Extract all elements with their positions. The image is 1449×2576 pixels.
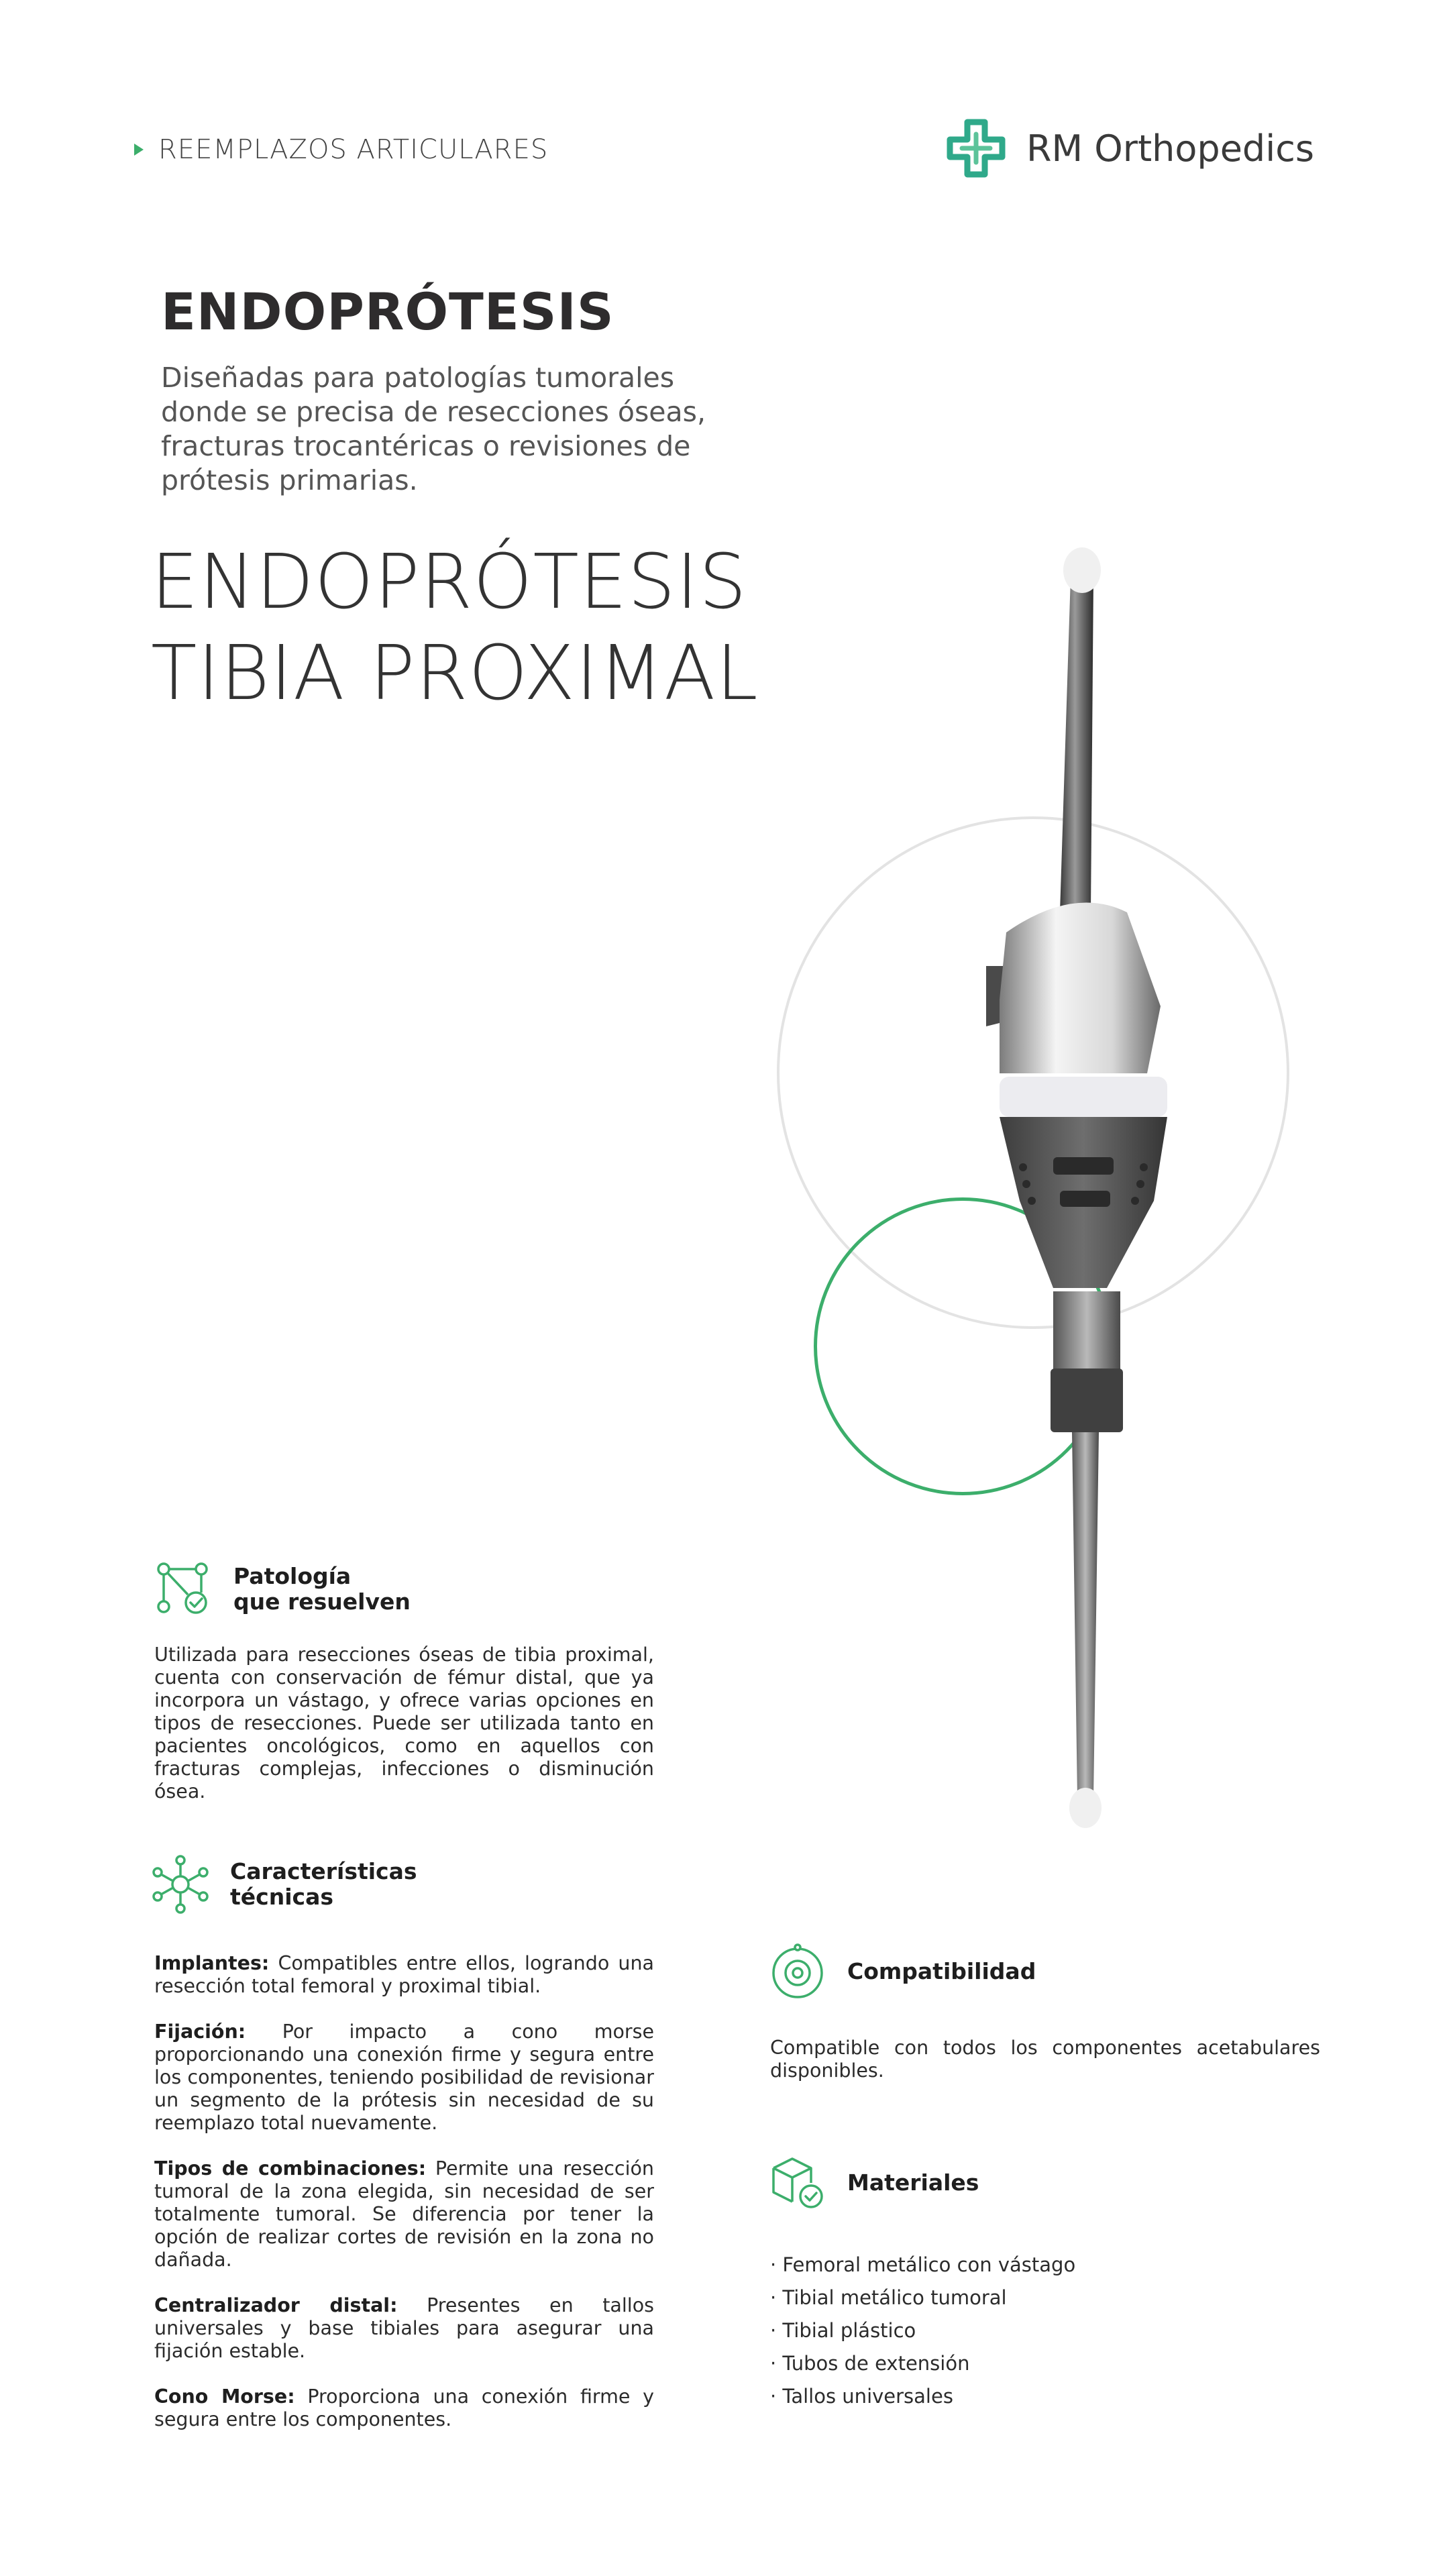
section-title: Materiales: [847, 2169, 979, 2196]
list-item: · Tubos de extensión: [770, 2352, 970, 2375]
feature-item: [154, 2385, 654, 2431]
section-caracteristicas-header: [151, 1855, 417, 1914]
box-check-icon: [768, 2153, 827, 2212]
breadcrumb[interactable]: [134, 134, 548, 165]
target-rings-icon: [768, 1942, 827, 2001]
brand-logo[interactable]: [946, 118, 1314, 178]
feature-text: Por impacto a cono morse proporcionando una conexión firme y segura entre los componentes, teniendo posibilidad de revisionar un segmento de la prótesis sin necesidad de su reemplazo total nuevamente.: [154, 2021, 655, 2134]
category-title: ENDOPRÓTESIS: [161, 282, 614, 341]
materials-list: [770, 2249, 1075, 2413]
feature-label: Centralizador distal:: [154, 2294, 398, 2316]
section-caracteristicas-body: [154, 1952, 654, 2454]
list-item: · Tallos universales: [770, 2385, 953, 2408]
intro-text: Diseñadas para patologías tumorales donde se precisa de resecciones óseas, fracturas trocantéricas o revisiones de prótesis primarias.: [161, 362, 706, 496]
section-patologia-body: Utilizada para resecciones óseas de tibia proximal, cuenta con conservación de fémur distal, que ya incorpora un vástago, y ofrece varias opciones en tipos de resecciones. Puede ser utilizada tanto en pacientes oncológicos, como en aquellos con fracturas complejas, infecciones o disminución ósea.: [154, 1644, 654, 1803]
feature-text: Compatibles entre ellos, logrando una resección total femoral y proximal tibial.: [154, 1952, 654, 1997]
brand-name: RM Orthopedics: [1026, 127, 1315, 170]
section-title: [233, 1564, 411, 1615]
section-title-line1: Características: [230, 1858, 417, 1884]
product-title-line2: TIBIA PROXIMAL: [151, 630, 759, 717]
feature-item: [154, 2157, 654, 2271]
feature-label: Fijación:: [154, 2021, 246, 2043]
list-item: · Femoral metálico con vástago: [770, 2253, 1076, 2276]
feature-label: Tipos de combinaciones:: [154, 2157, 427, 2180]
list-item: · Tibial plástico: [770, 2319, 916, 2342]
product-title: [151, 537, 759, 719]
section-title-line1: Patología: [233, 1563, 352, 1589]
feature-text: Presentes en tallos universales y base tibiales para asegurar una fijación estable.: [154, 2294, 655, 2362]
feature-text: Proporciona una conexión firme y segura entre los componentes.: [154, 2385, 655, 2430]
triangle-bullet-icon: [134, 144, 144, 156]
product-title-line1: ENDOPRÓTESIS: [151, 539, 747, 626]
medical-cross-logo-icon: [946, 118, 1006, 178]
feature-label: Implantes:: [154, 1952, 270, 1974]
feature-text: Permite una resección tumoral de la zona elegida, sin necesidad de ser totalmente tumoral. Se diferencia por tener la opción de realizar cortes de revisión en la zona no dañada.: [154, 2157, 654, 2271]
molecule-network-icon: [151, 1855, 210, 1914]
list-item: · Tibial metálico tumoral: [770, 2286, 1007, 2309]
feature-item: [154, 2021, 654, 2135]
section-materiales-header: [768, 2153, 979, 2212]
section-patologia-header: [154, 1560, 411, 1619]
section-compatibilidad-body: Compatible con todos los componentes acetabulares disponibles.: [770, 2037, 1320, 2082]
section-title: Compatibilidad: [847, 1958, 1036, 1984]
feature-label: Cono Morse:: [154, 2385, 295, 2408]
section-title: [230, 1859, 417, 1910]
breadcrumb-label: REEMPLAZOS ARTICULARES: [158, 134, 549, 165]
feature-item: [154, 1952, 654, 1998]
network-check-icon: [154, 1560, 213, 1619]
section-title-line2: que resuelven: [233, 1589, 411, 1615]
section-title-line2: técnicas: [230, 1884, 333, 1910]
section-compatibilidad-header: [768, 1942, 1036, 2001]
prosthesis-image: [959, 537, 1214, 1851]
feature-item: [154, 2294, 654, 2363]
